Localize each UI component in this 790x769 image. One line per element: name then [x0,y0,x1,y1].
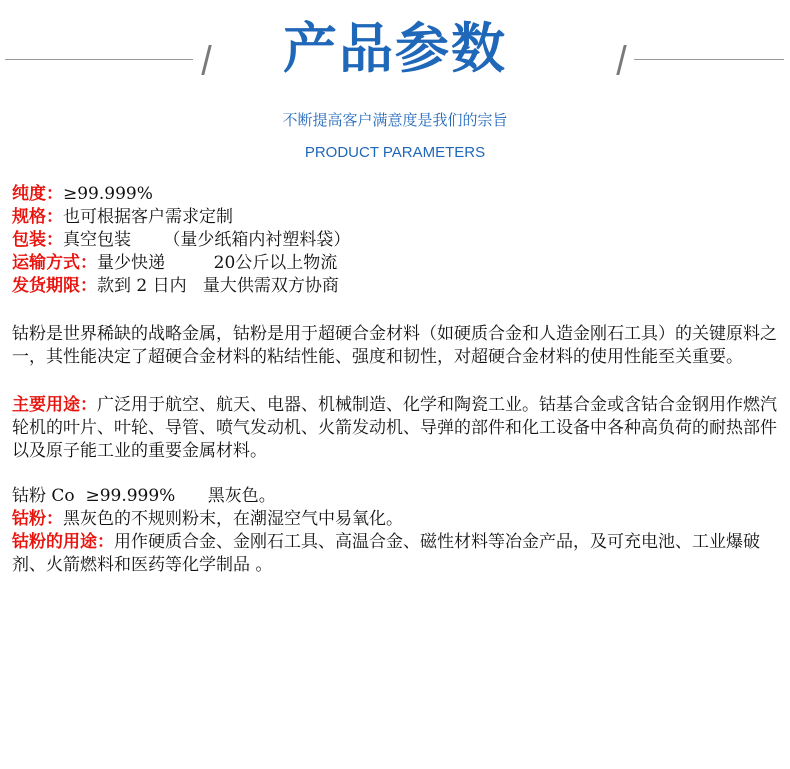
spec-delivery [12,275,782,298]
header-rule-right [634,59,784,60]
spec-label: 包装： [12,230,63,250]
spec-packaging [12,229,782,252]
page-header [0,0,790,175]
spec-size [12,206,782,229]
product-use [12,531,782,577]
subtitle-english: PRODUCT PARAMETERS [304,144,486,161]
spec-value: 款到 2 日内 量大供需双方协商 [97,276,339,296]
product-desc-text: 黑灰色的不规则粉末，在潮湿空气中易氧化。 [63,509,403,529]
spec-label: 运输方式： [12,253,97,273]
spec-value: 量少快递 20公斤以上物流 [97,253,338,273]
spec-value: ≥99.999% [63,184,153,204]
product-desc-label: 钴粉： [12,509,63,529]
usage-text: 广泛用于航空、航天、电器、机械制造、化学和陶瓷工业。钴基合金或含钴合金钢用作燃汽轮机的叶片、叶轮、导管、喷气发动机、火箭发动机、导弹的部件和化工设备中各种高负荷的耐热部件以及原子能工业的重要金属材料。 [12,395,777,461]
page-title: 产品参数 [283,17,507,80]
subtitle-chinese: 不断提高客户满意度是我们的宗旨 [282,111,508,129]
spec-value: 真空包装 （量少纸箱内衬塑料袋） [63,230,351,250]
usage-label: 主要用途： [12,395,97,415]
spec-label: 发货期限： [12,276,97,296]
spec-label: 规格： [12,207,63,227]
spacer [12,298,782,323]
intro-paragraph: 钴粉是世界稀缺的战略金属，钴粉是用于超硬合金材料（如硬质合金和人造金刚石工具）的关键原料之一，其性能决定了超硬合金材料的粘结性能、强度和韧性，对超硬合金材料的使用性能至关重要。 [12,324,777,367]
product-use-text: 用作硬质合金、金刚石工具、高温合金、磁性材料等冶金产品，及可充电池、工业爆破剂、火箭燃料和医药等化学制品 。 [12,532,760,575]
product-description [12,183,782,577]
product-line: 钴粉 Co ≥99.999% 黑灰色。 [12,486,276,506]
product-use-label: 钴粉的用途： [12,532,114,552]
usage-paragraph [12,394,782,463]
product-desc [12,508,782,531]
spec-shipping [12,252,782,275]
spec-label: 纯度： [12,184,63,204]
spec-purity [12,183,782,206]
spacer [12,463,782,485]
spacer [12,369,782,394]
spec-value: 也可根据客户需求定制 [63,207,233,227]
